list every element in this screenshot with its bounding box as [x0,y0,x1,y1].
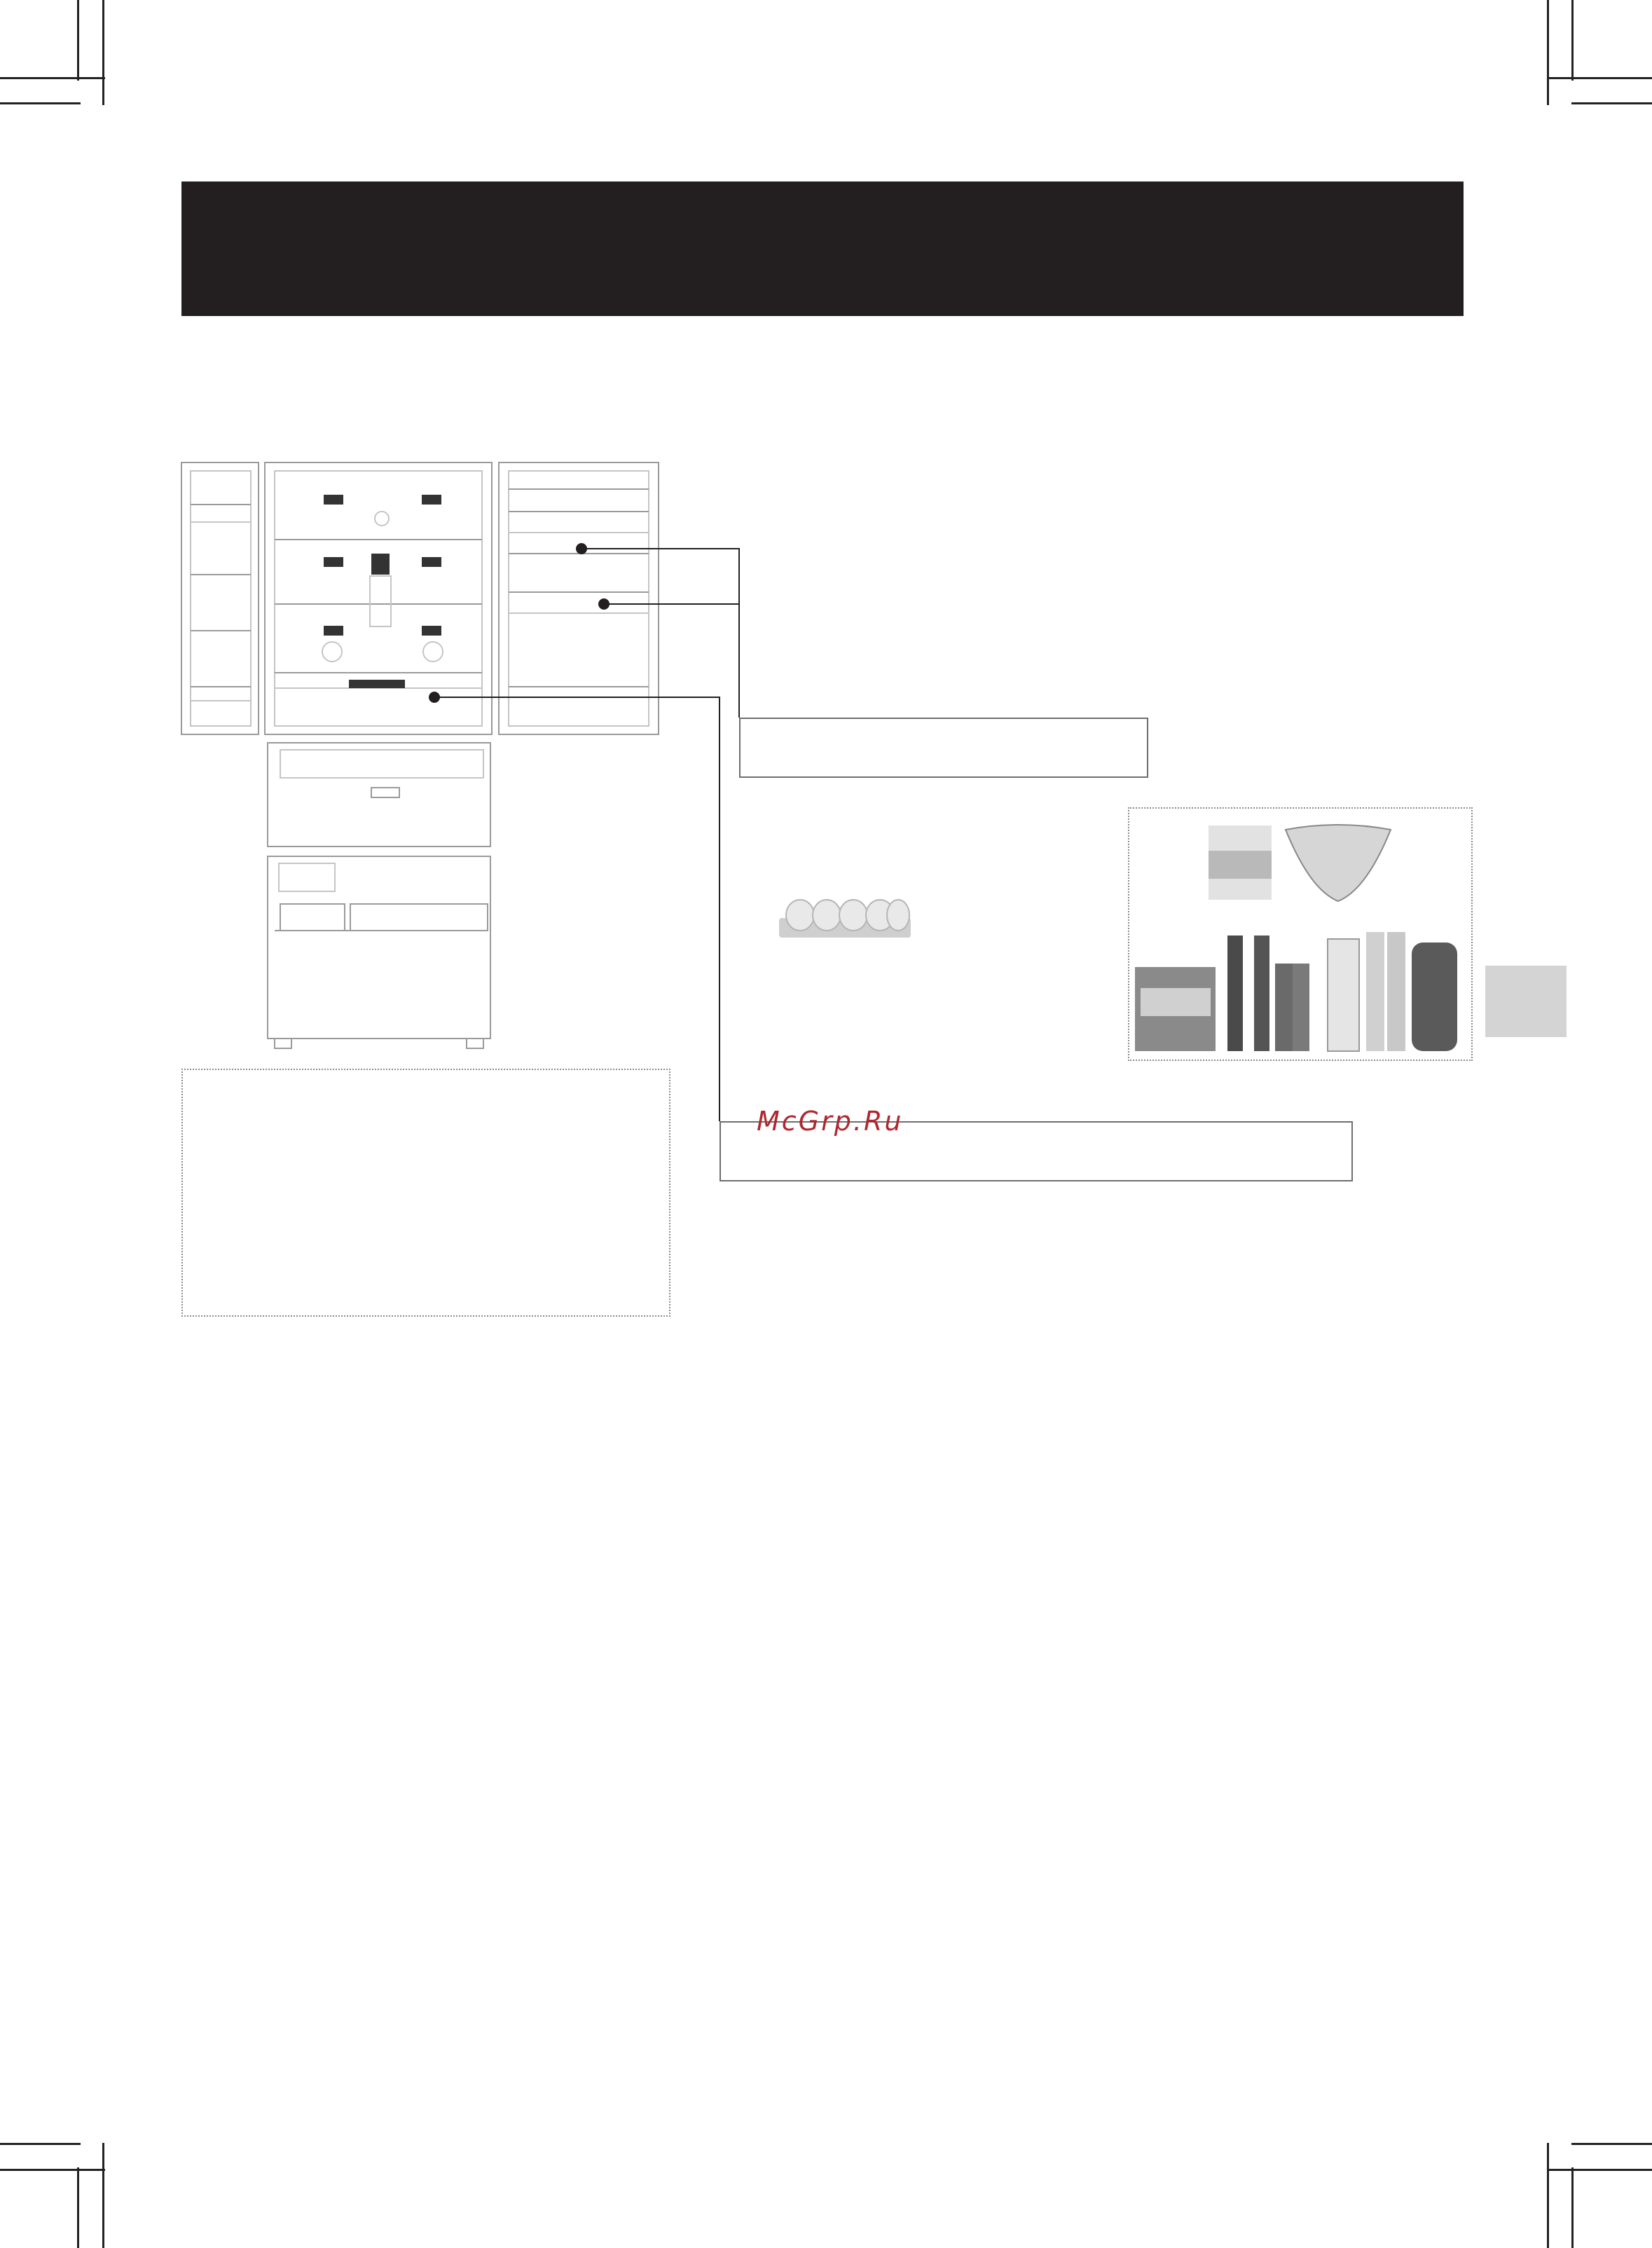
left-door [181,462,259,734]
fridge-cabinet [265,462,492,734]
callout-dot-door-shelf-1 [576,543,587,554]
freezer-drawer [268,856,490,1039]
egg-tray-illustration [779,900,911,938]
door-shelf-callout-box [739,718,1148,778]
right-door [499,462,659,734]
callout-dot-control-panel [429,692,440,703]
notes-box [181,1069,670,1317]
middle-drawer [268,743,490,847]
food-storage-example-box [1128,807,1473,1061]
watermark: McGrp.Ru [757,1106,904,1137]
callout-dot-door-shelf-2 [598,598,610,610]
